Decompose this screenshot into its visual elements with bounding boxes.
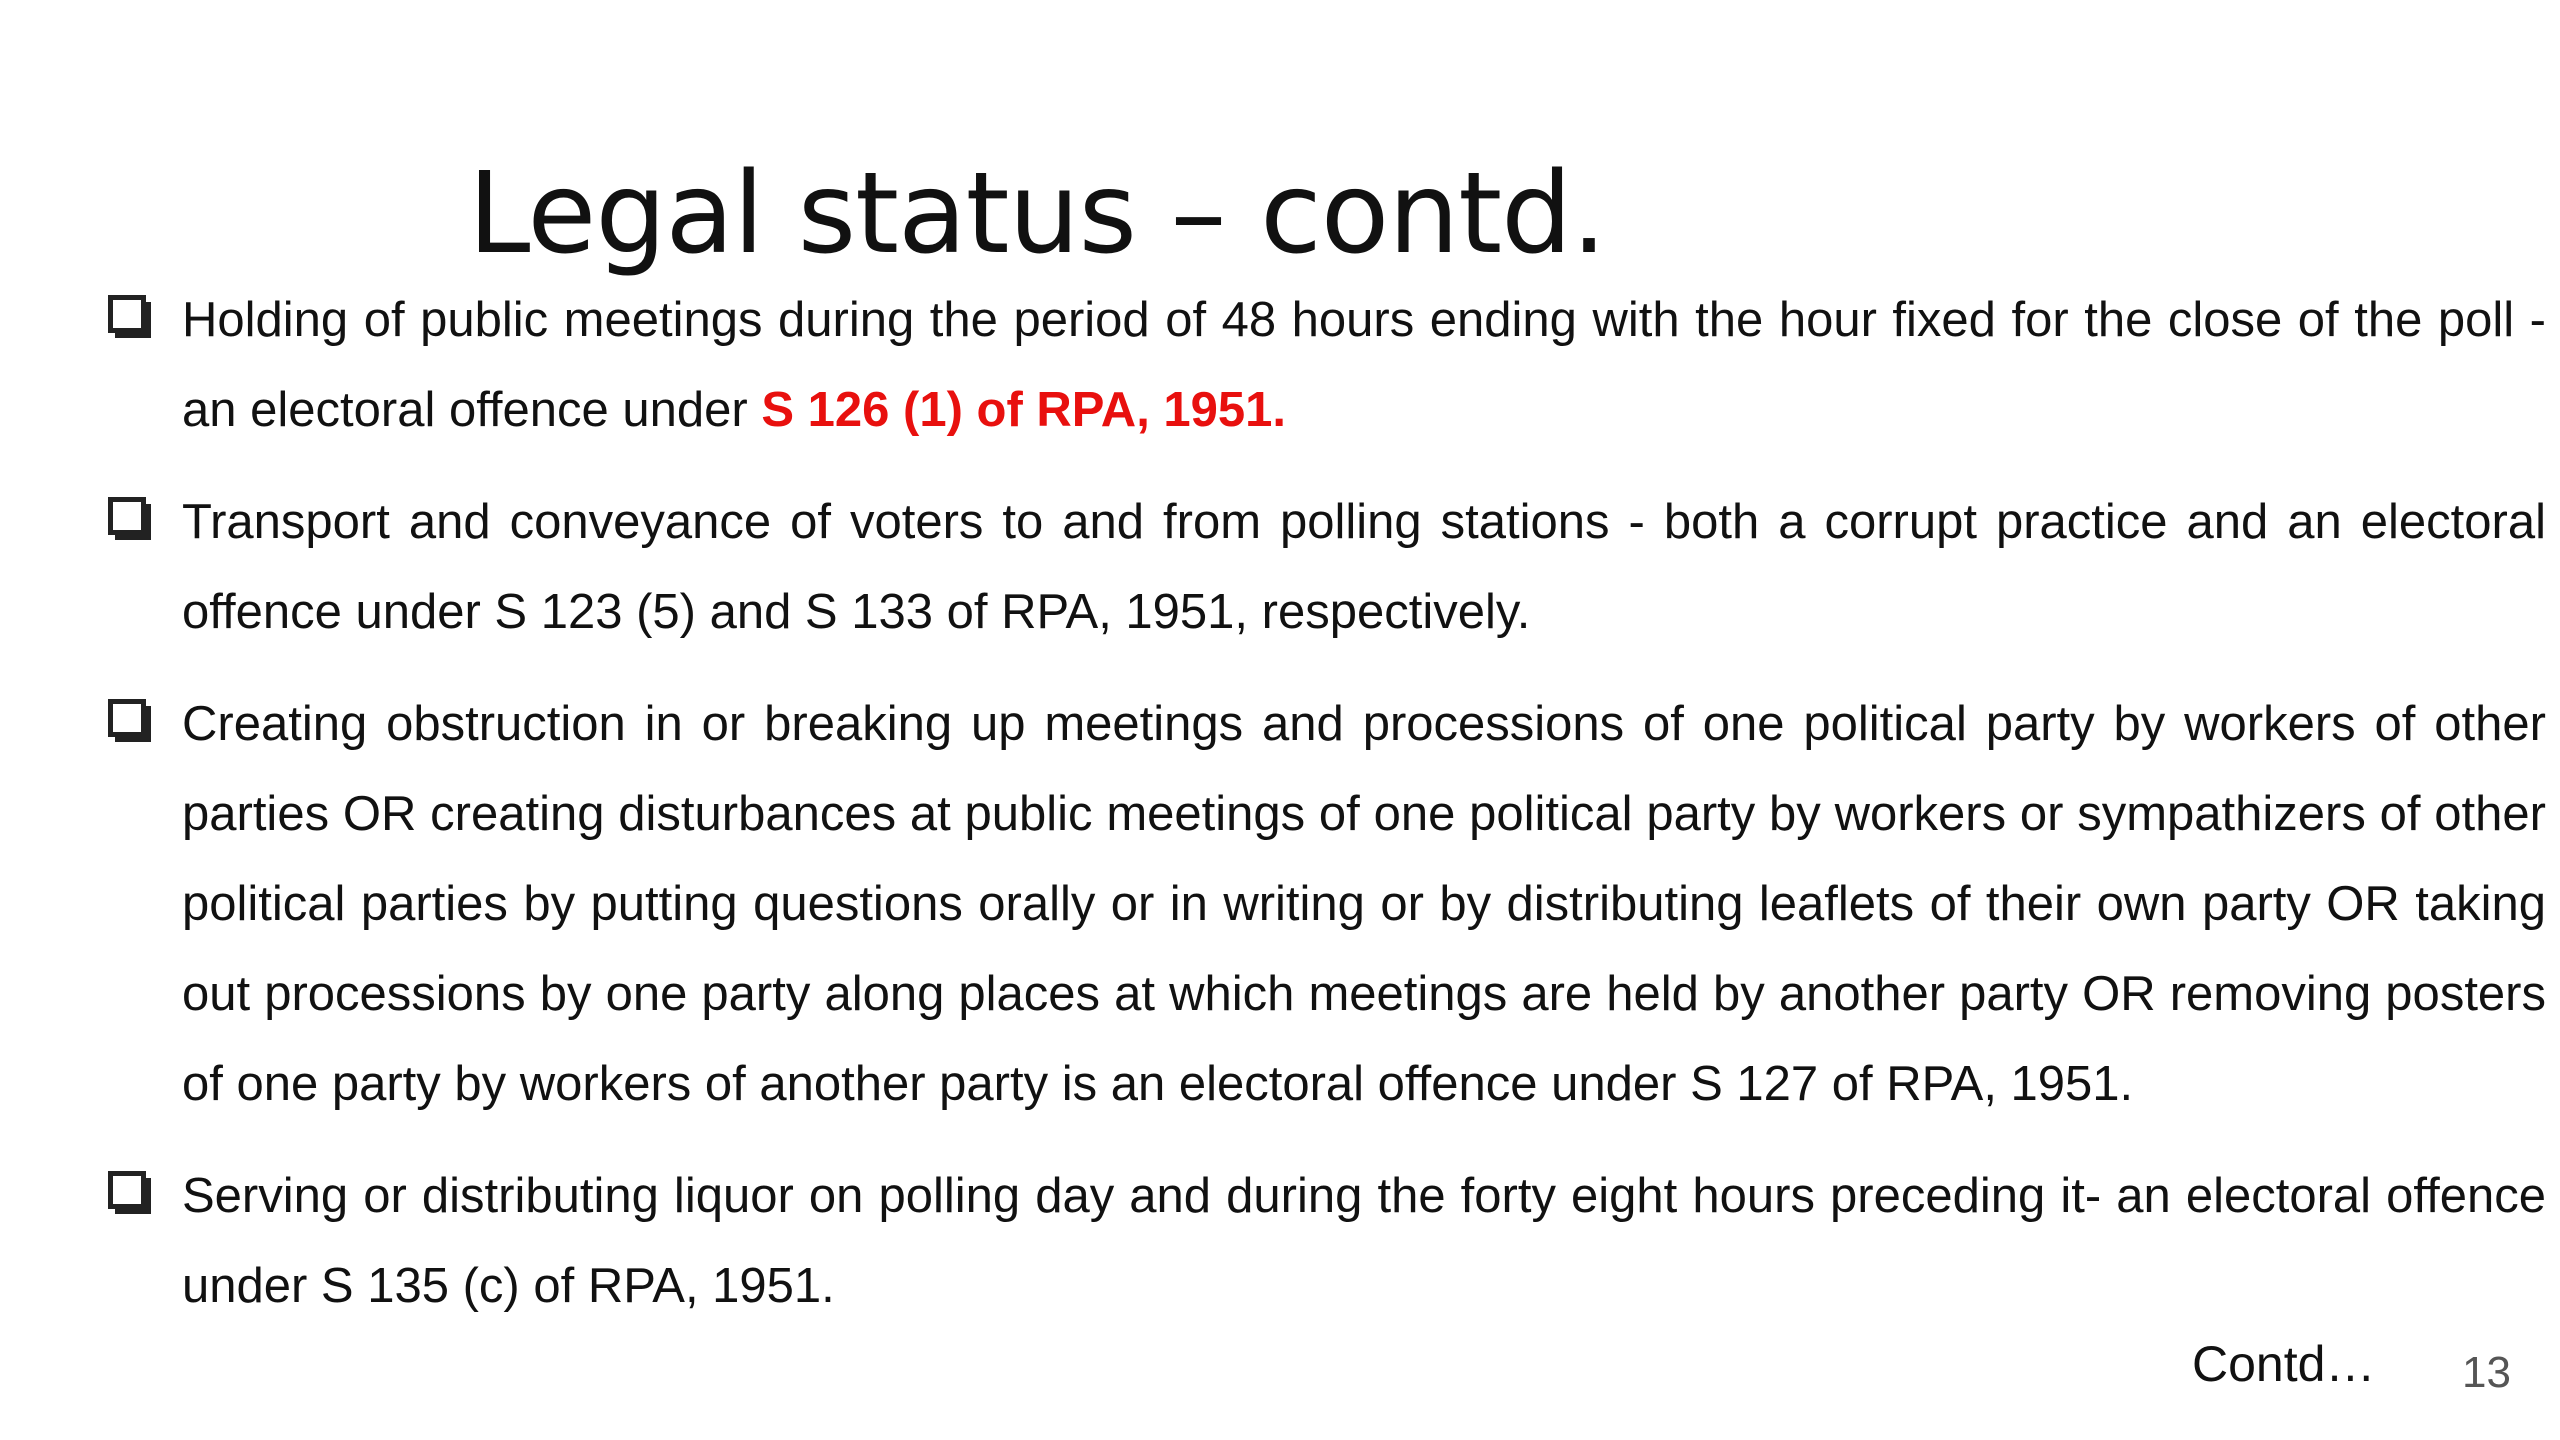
bullet-item [100,1151,2546,1331]
bullet-item [100,679,2546,1129]
slide-title: Legal status – contd. [468,149,1606,280]
bullet-text: Creating obstruction in or breaking up meetings and processions of one political party by workers of other parties OR creating disturbances at public meetings of one political party by workers or sympathizers of other political parties by putting questions orally or in writing or by distributing leaflets of their own party OR taking out processions by one party along places at which meetings are held by another party OR removing posters of one party by workers of another party is an electoral offence under S 127 of RPA, 1951. [182,697,2546,1111]
bullet-item [100,275,2546,455]
page-number: 13 [2462,1348,2511,1397]
bullet-text: Holding of public meetings during the period of 48 hours ending with the hour fixed for the close of the poll - an electoral offence under [182,293,2546,437]
bullet-item [100,477,2546,657]
checkbox-icon [108,1171,146,1209]
bullet-text: Transport and conveyance of voters to and from polling stations - both a corrupt practice and an electoral offence under S 123 (5) and S 133 of RPA, 1951, respectively. [182,495,2546,639]
bullet-text: Serving or distributing liquor on polling day and during the forty eight hours preceding it- an electoral offence under S 135 (c) of RPA, 1951. [182,1169,2546,1313]
checkbox-icon [108,699,146,737]
bullet-highlight-text: S 126 (1) of RPA, 1951. [761,383,1287,437]
checkbox-icon [108,295,146,333]
checkbox-icon [108,497,146,535]
bullet-list [100,275,2546,1353]
continued-label: Contd… [2192,1336,2376,1392]
